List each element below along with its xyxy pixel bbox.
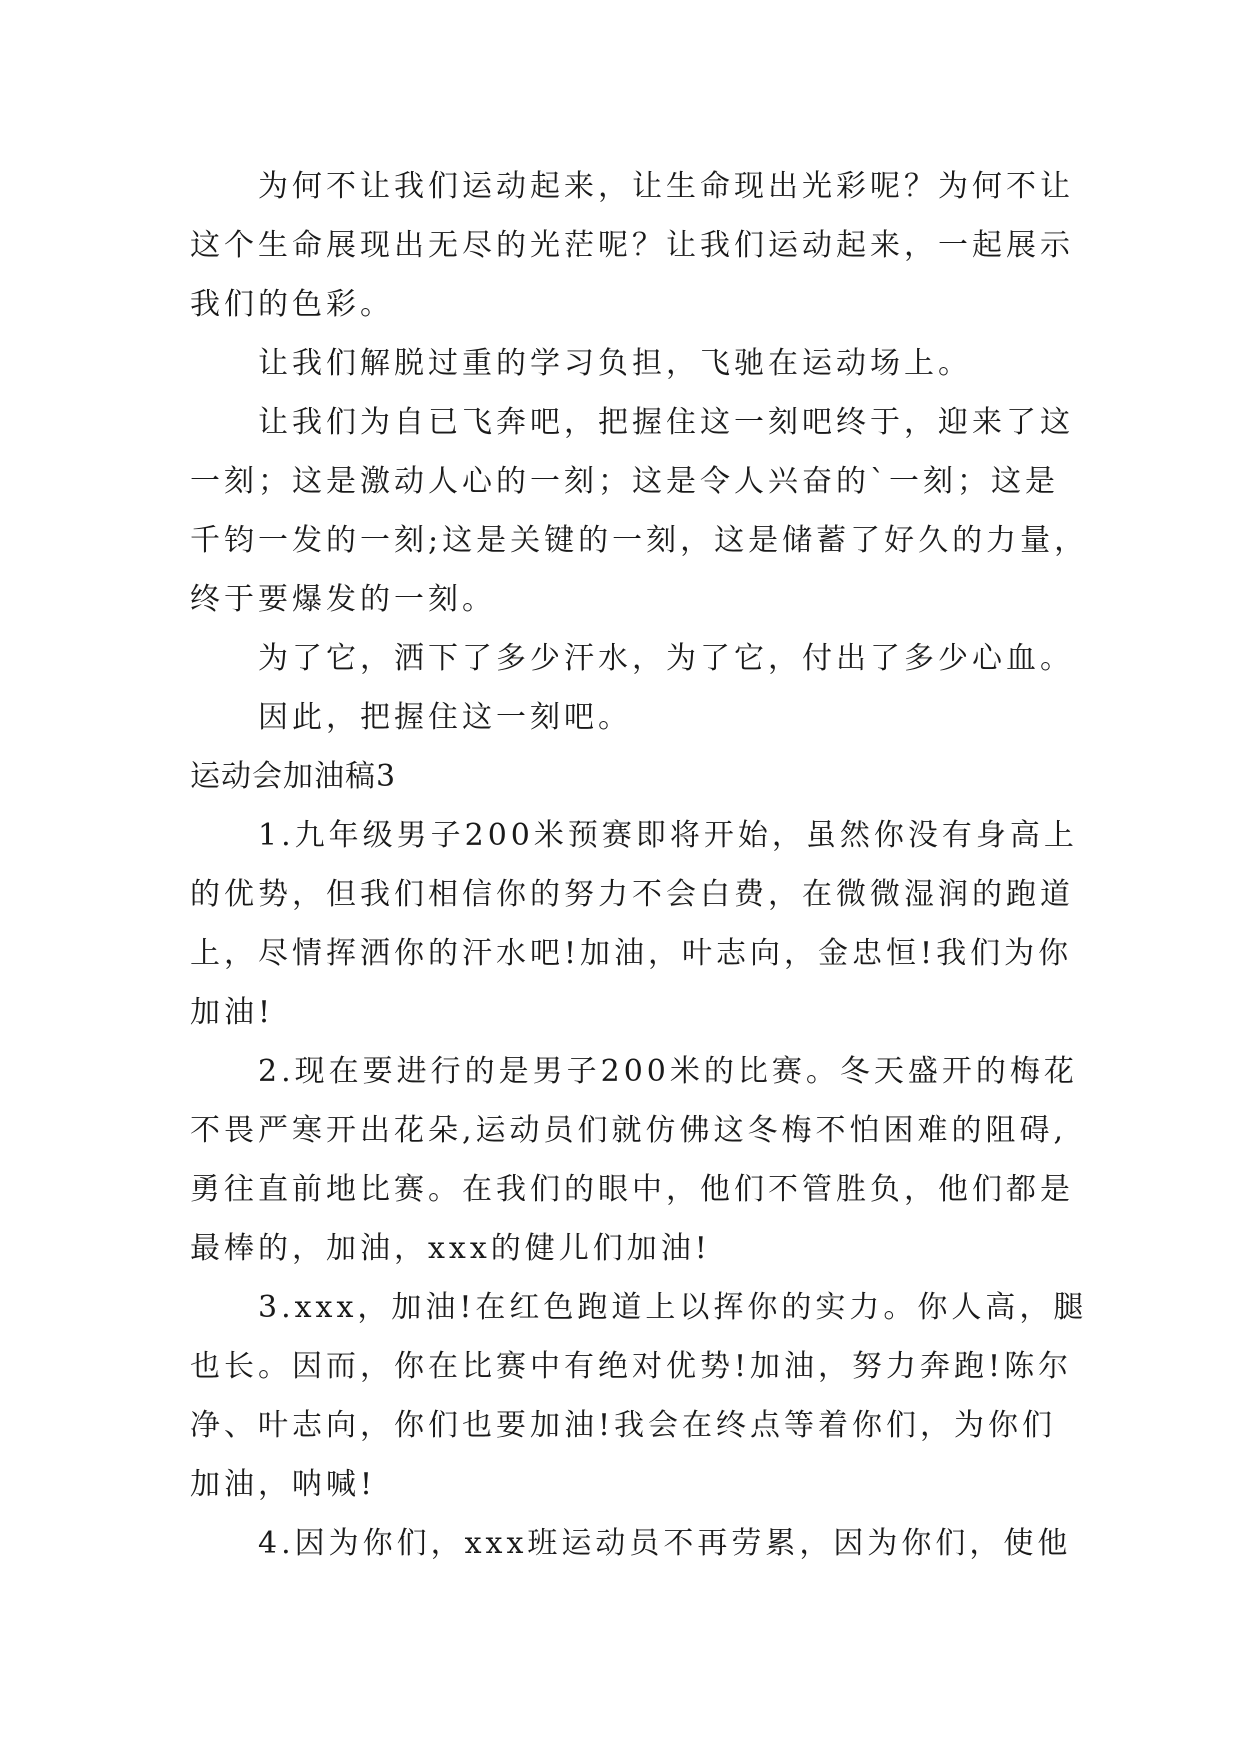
text-line: 不畏严寒开出花朵,运动员们就仿佛这冬梅不怕困难的阻碍, xyxy=(190,1113,1068,1148)
text-line: 因此，把握住这一刻吧。 xyxy=(258,700,632,735)
text-line: 我们的色彩。 xyxy=(190,287,394,322)
text-line: 最棒的，加油，xxx的健儿们加油! xyxy=(190,1231,711,1266)
text-line: 为了它，洒下了多少汗水，为了它，付出了多少心血。 xyxy=(258,641,1074,676)
text-line: 勇往直前地比赛。在我们的眼中，他们不管胜负，他们都是 xyxy=(190,1172,1074,1207)
text-line: 为何不让我们运动起来，让生命现出光彩呢？为何不让 xyxy=(258,169,1074,204)
text-line: 千钧一发的一刻;这是关键的一刻，这是储蓄了好久的力量， xyxy=(190,523,1089,558)
text-line: 加油! xyxy=(190,995,275,1030)
section-heading: 运动会加油稿3 xyxy=(190,759,397,794)
text-line: 一刻；这是激动人心的一刻；这是令人兴奋的`一刻；这是 xyxy=(190,464,1059,499)
document-body xyxy=(190,157,1190,1573)
text-line: 1.九年级男子200米预赛即将开始，虽然你没有身高上 xyxy=(258,818,1078,853)
text-line: 这个生命展现出无尽的光茫呢？让我们运动起来，一起展示 xyxy=(190,228,1074,263)
text-line: 的优势，但我们相信你的努力不会白费，在微微湿润的跑道 xyxy=(190,877,1074,912)
text-line: 上，尽情挥洒你的汗水吧!加油，叶志向，金忠恒!我们为你 xyxy=(190,936,1073,971)
text-line: 加油，呐喊! xyxy=(190,1467,377,1502)
text-line: 净、叶志向，你们也要加油!我会在终点等着你们，为你们 xyxy=(190,1408,1057,1443)
text-line: 让我们为自已飞奔吧，把握住这一刻吧终于，迎来了这 xyxy=(258,405,1074,440)
text-line: 2.现在要进行的是男子200米的比赛。冬天盛开的梅花 xyxy=(258,1054,1078,1089)
text-line: 4.因为你们，xxx班运动员不再劳累，因为你们，使他 xyxy=(258,1526,1072,1561)
text-line: 终于要爆发的一刻。 xyxy=(190,582,496,617)
text-line: 3.xxx，加油!在红色跑道上以挥你的实力。你人高，腿 xyxy=(258,1290,1088,1325)
text-line: 让我们解脱过重的学习负担，飞驰在运动场上。 xyxy=(258,346,972,381)
text-line: 也长。因而，你在比赛中有绝对优势!加油，努力奔跑!陈尔 xyxy=(190,1349,1073,1384)
